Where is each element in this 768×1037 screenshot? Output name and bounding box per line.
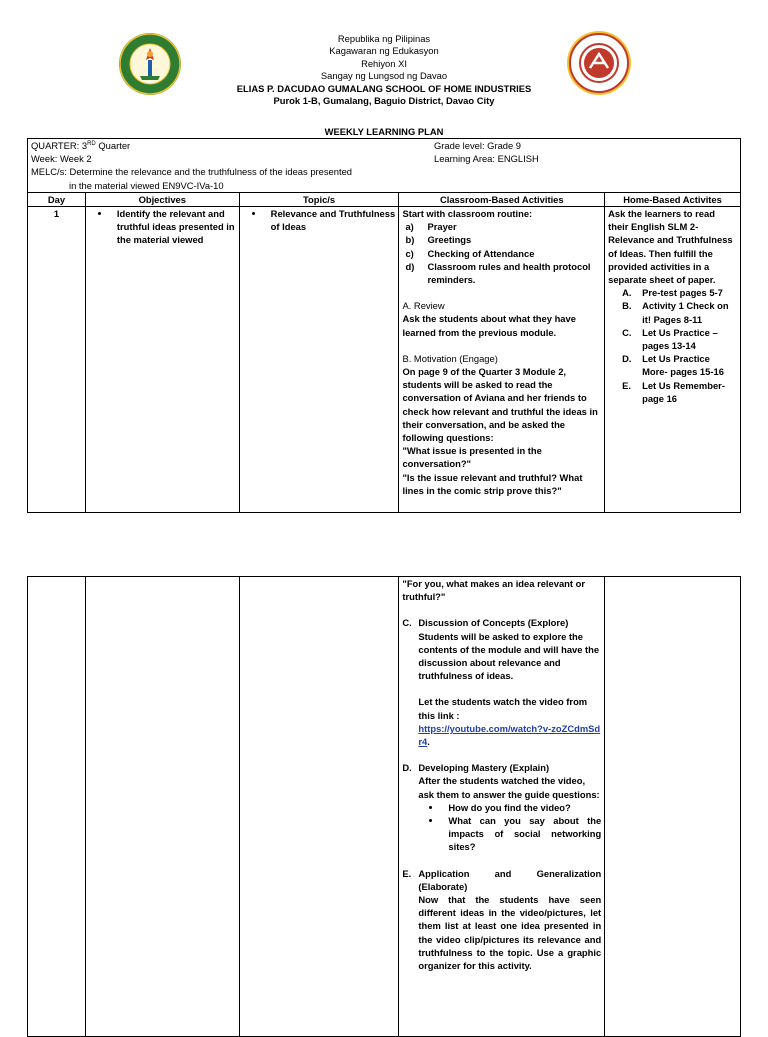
section-c-title: Discussion of Concepts (Explore) <box>418 617 569 629</box>
learning-area-field: Learning Area: ENGLISH <box>434 153 539 164</box>
topic-item: • Relevance and Truthfulness of Ideas <box>265 207 396 233</box>
home-item: Let Us Practice – pages 13-14 <box>642 326 718 352</box>
review-text: Ask the students about what they have learned from the previous module. <box>402 313 576 338</box>
day-cell-empty <box>28 577 86 1037</box>
section-d-title: Developing Mastery (Explain) <box>418 762 550 774</box>
home-activities-cell <box>605 207 741 513</box>
home-intro: Ask the learners to read their English SLM 2-Relevance and Truthfulness of Ideas. Then fulfill the provided activities in a separate sheet of paper. <box>608 208 733 286</box>
continued-row <box>28 577 741 1037</box>
question-2: "Is the issue relevant and truthful? What lines in the comic strip prove this?" <box>402 471 583 496</box>
section-e-title: Application and Generalization (Elaborate) <box>418 867 602 892</box>
topics-cell <box>239 207 399 513</box>
routine-item: Classroom rules and health protocol reminders. <box>427 260 591 286</box>
col-objectives: Objectives <box>85 192 239 206</box>
division-line: Sangay ng Lungsod ng Davao <box>320 70 448 82</box>
plan-meta-row <box>28 139 741 193</box>
motivation-text: On page 9 of the Quarter 3 Module 2, students will be asked to read the conversation of Aviana and her friends to check how relevant and truthful the ideas in their conversation, and be asked the following questions: <box>402 366 598 444</box>
section-d-text: After the students watched the video, ask them to answer the guide questions: <box>418 775 600 800</box>
grade-level-field: Grade level: Grade 9 <box>434 140 522 151</box>
video-intro: Let the students watch the video from this link : <box>418 696 588 721</box>
routine-intro: Start with classroom routine: <box>402 208 533 220</box>
section-c: C. Discussion of Concepts (Explore) Students will be asked to explore the contents of the module and will have the discussion about relevance and truthfulness of ideas. Let the students watch the video from this link : https://youtube.com/watch?v-zoZCdmSdr4. <box>402 617 601 748</box>
question-1: "What issue is presented in the conversation?" <box>402 445 542 470</box>
letterhead <box>0 33 768 107</box>
day-1-row <box>28 207 741 513</box>
home-activities-cell-empty <box>605 577 741 1037</box>
home-list: A. Pre-test pages 5-7 B. Activity 1 Check on it! Pages 8-11 C. Let Us Practice – pages 13-14 D. Let Us Practice More- pages 15-16 E. Let Us Remember- page 16 <box>608 286 737 405</box>
routine-item: Prayer <box>427 221 457 233</box>
video-link[interactable]: https://youtube.com/watch?v-zoZCdmSdr4 <box>418 722 601 748</box>
melc-code: in the material viewed EN9VC-IVa-10 <box>69 179 224 191</box>
column-header-row <box>28 192 741 206</box>
question-3: "For you, what makes an idea relevant or truthful?" <box>402 578 586 603</box>
classroom-activities-continued <box>399 577 605 1037</box>
day-number: 1 <box>28 207 86 513</box>
col-home-activities: Home-Based Activites <box>605 192 741 206</box>
objectives-cell-empty <box>85 577 239 1037</box>
col-classroom-activities: Classroom-Based Activities <box>399 192 605 206</box>
republic-line: Republika ng Pilipinas <box>337 33 431 44</box>
col-topics: Topic/s <box>239 192 399 206</box>
home-item: Pre-test pages 5-7 <box>642 287 723 299</box>
guide-question: • How do you find the video? <box>442 801 601 814</box>
melc-field: MELC/s: Determine the relevance and the truthfulness of the ideas presented <box>31 166 353 178</box>
objectives-cell <box>85 207 239 513</box>
guide-question: • What can you say about the impacts of social networking sites? <box>442 814 601 854</box>
weekly-plan-table-continued <box>27 576 741 1037</box>
routine-item: Checking of Attendance <box>427 247 535 259</box>
document-title: WEEKLY LEARNING PLAN <box>324 126 444 137</box>
objective-item: • Identify the relevant and truthful ideas presented in the material viewed <box>111 207 236 247</box>
section-d: D. Developing Mastery (Explain) After the students watched the video, ask them to answer the guide questions: • How do you find the video? • What can you say about the impacts of social networking sites? <box>402 761 601 853</box>
routine-list: a) Prayer b) Greetings c) Checking of Attendance d) Classroom rules and health protocol reminders. <box>402 220 601 286</box>
home-item: Let Us Remember- page 16 <box>642 379 725 404</box>
region-line: Rehiyon XI <box>361 57 407 69</box>
section-c-text: Students will be asked to explore the contents of the module and will have the discussion about relevance and truthfulness of ideas. <box>418 630 600 682</box>
motivation-heading: B. Motivation (Engage) <box>402 352 498 364</box>
classroom-activities-cell <box>399 207 605 513</box>
home-item: Let Us Practice More- pages 15-16 <box>642 353 724 378</box>
weekly-plan-table <box>27 138 741 513</box>
topics-cell-empty <box>239 577 399 1037</box>
department-line: Kagawaran ng Edukasyon <box>329 45 439 57</box>
section-e-text: Now that the students have seen different ideas in the video/pictures, let them list at least one idea presented in the video clip/pictures its relevance and truthfulness to the topic. Use a graphic organizer for this activity. <box>418 894 602 972</box>
quarter-field: QUARTER: 3RD Quarter <box>31 140 131 151</box>
home-item: Activity 1 Check on it! Pages 8-11 <box>642 300 729 325</box>
school-name: ELIAS P. DACUDAO GUMALANG SCHOOL OF HOME INDUSTRIES <box>236 82 532 94</box>
col-day: Day <box>28 192 86 206</box>
routine-item: Greetings <box>427 234 472 246</box>
review-heading: A. Review <box>402 300 445 312</box>
section-e: E. Application and Generalization (Elaborate) Now that the students have seen different ideas in the video/pictures, let them list at least one idea presented in the video clip/pictures its relevance and truthfulness to the topic. Use a graphic organizer for this activity. <box>402 867 602 972</box>
week-field: Week: Week 2 <box>31 153 92 165</box>
school-address: Purok 1-B, Gumalang, Baguio District, Davao City <box>273 95 495 107</box>
